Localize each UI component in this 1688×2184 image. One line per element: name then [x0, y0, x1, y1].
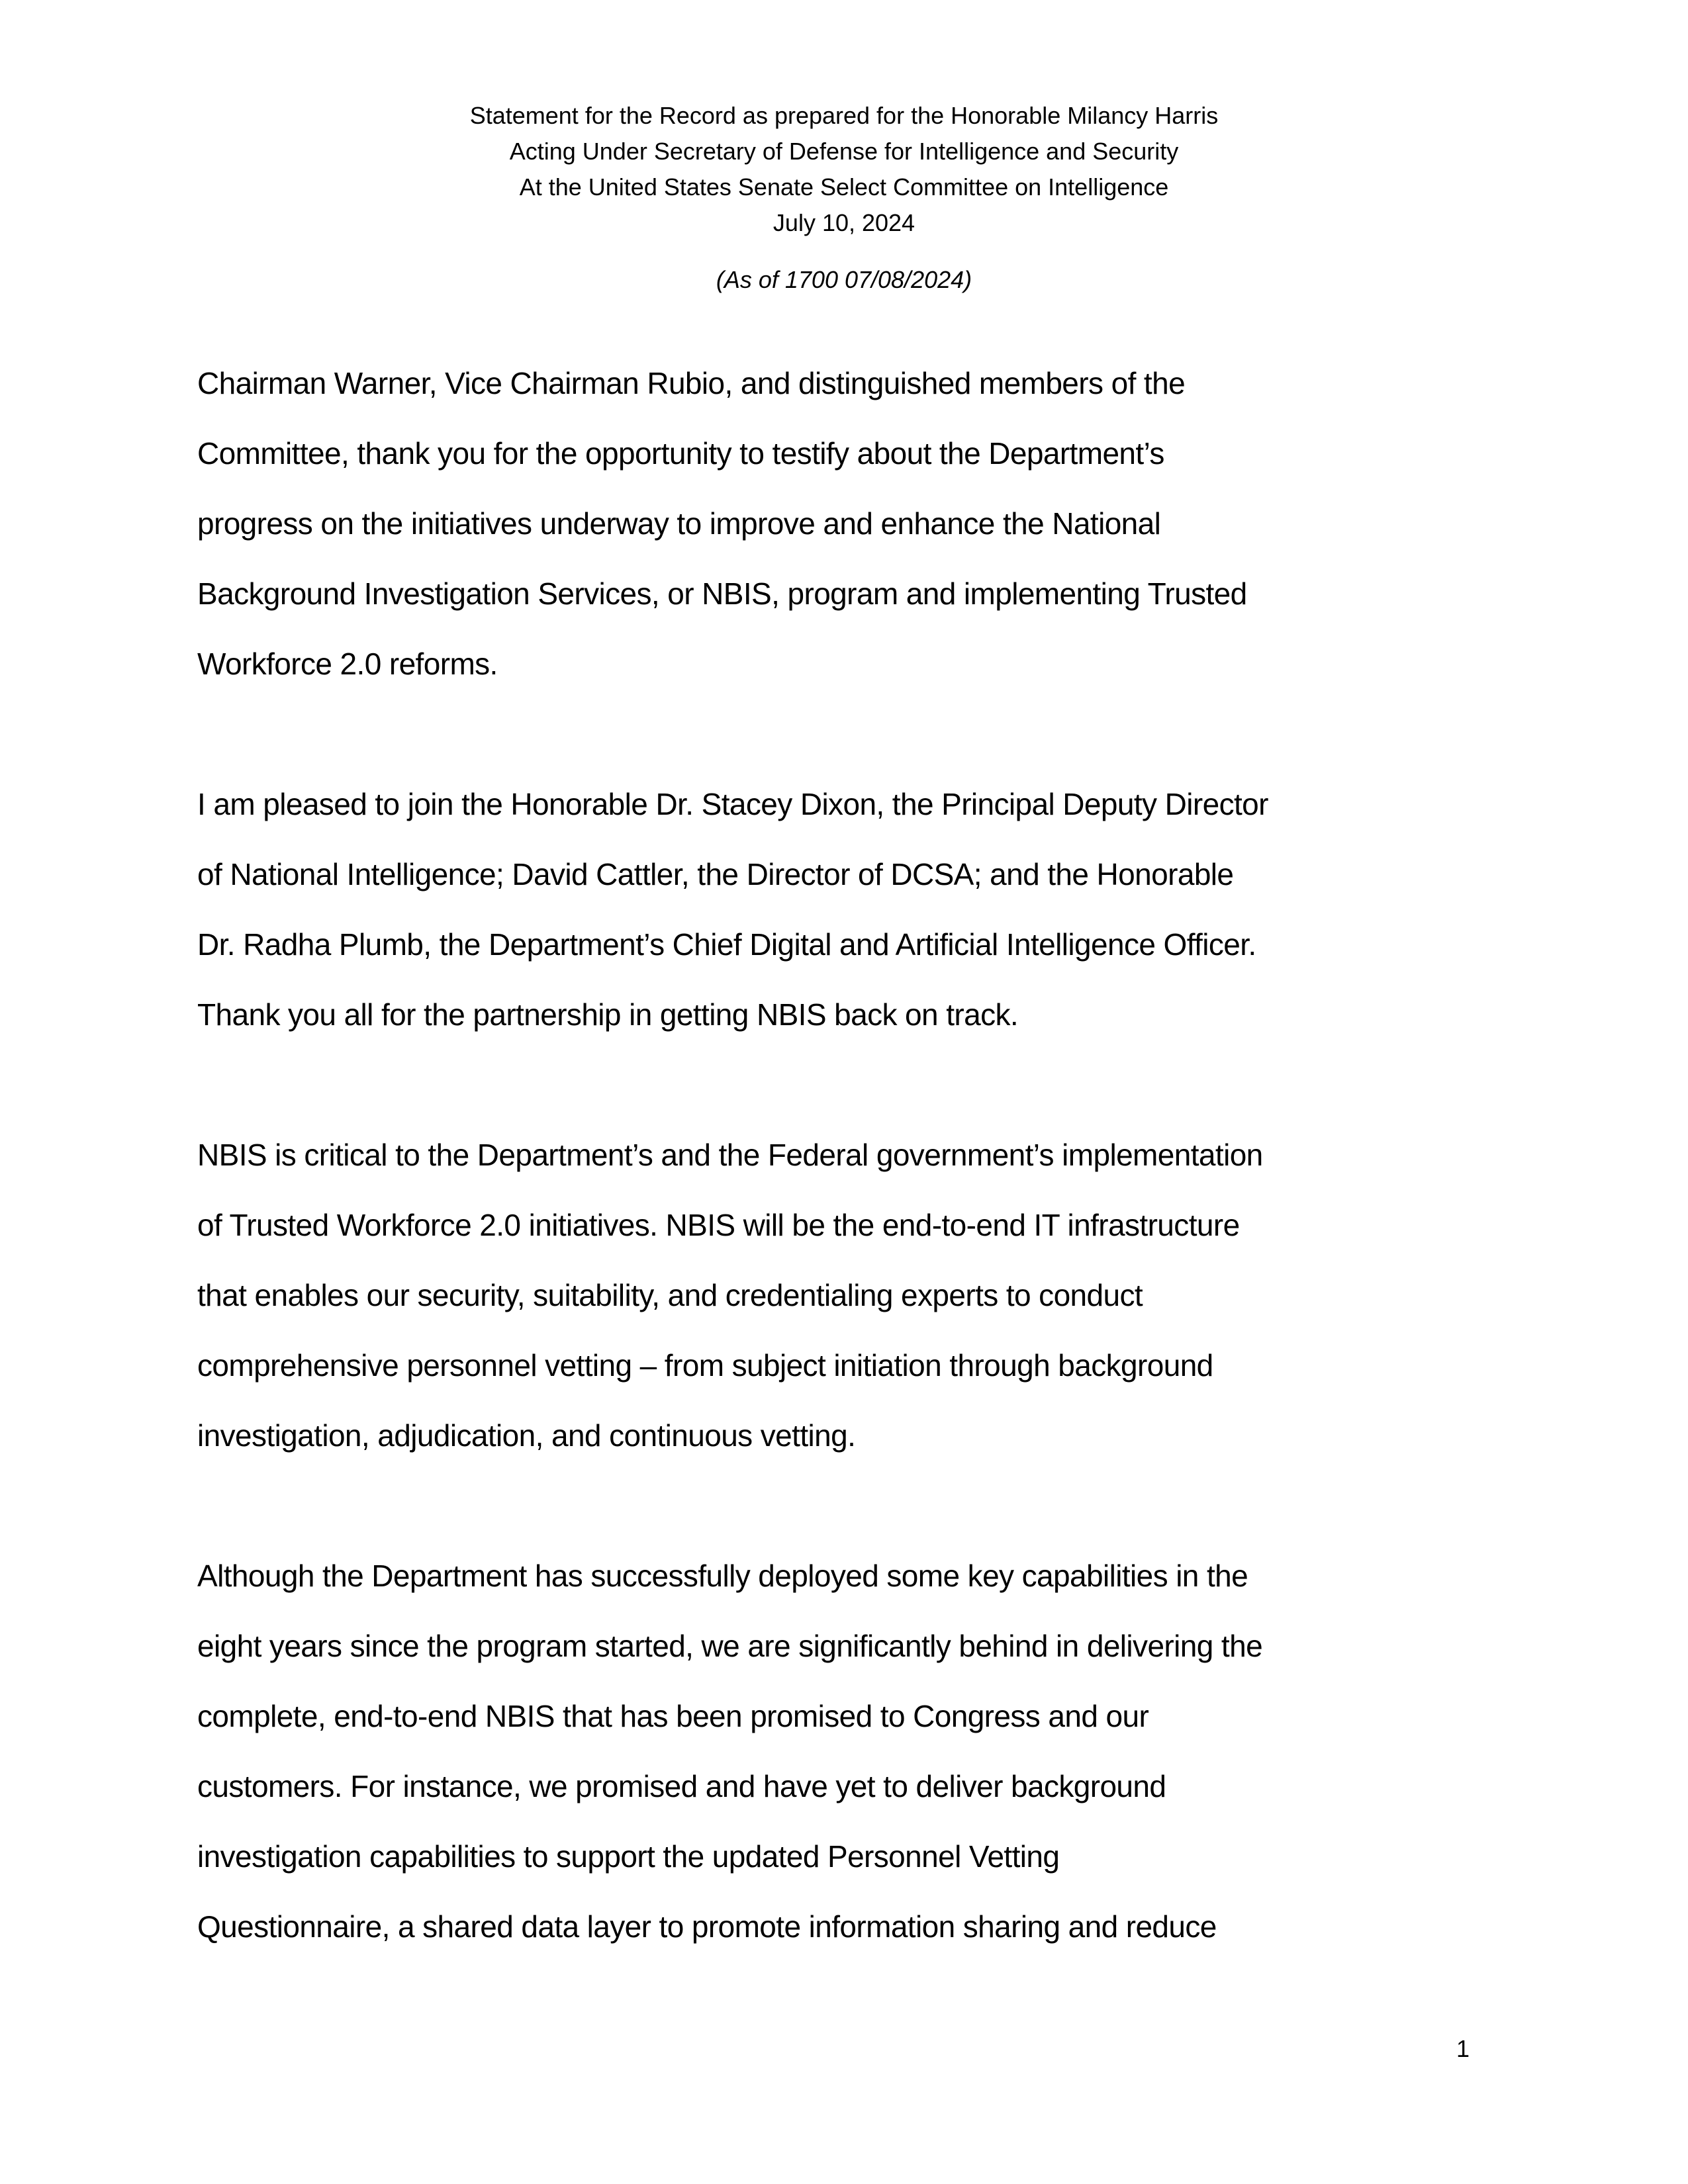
text-line: progress on the initiatives underway to improve and enhance the National — [197, 506, 1161, 541]
document-body — [197, 348, 1268, 1962]
header-date: July 10, 2024 — [773, 209, 915, 236]
page-number: 1 — [1456, 2035, 1470, 2062]
header-line: Statement for the Record as prepared for the Honorable Milancy Harris — [469, 102, 1219, 129]
text-line: Questionnaire, a shared data layer to promote information sharing and reduce — [197, 1909, 1217, 1944]
text-line: that enables our security, suitability, and credentialing experts to conduct — [197, 1278, 1143, 1312]
document-header — [0, 98, 1688, 241]
paragraph-4 — [197, 1541, 1268, 1962]
text-line: Although the Department has successfully deployed some key capabilities in the — [197, 1559, 1248, 1593]
text-line: I am pleased to join the Honorable Dr. Stacey Dixon, the Principal Deputy Director — [197, 787, 1268, 821]
text-line: Workforce 2.0 reforms. — [197, 647, 498, 681]
text-line: comprehensive personnel vetting – from subject initiation through background — [197, 1348, 1213, 1383]
text-line: complete, end-to-end NBIS that has been promised to Congress and our — [197, 1699, 1149, 1733]
paragraph-2 — [197, 769, 1268, 1050]
paragraph-3 — [197, 1120, 1268, 1471]
as-of-timestamp: (As of 1700 07/08/2024) — [716, 266, 972, 293]
text-line: eight years since the program started, we are significantly behind in delivering the — [197, 1629, 1263, 1663]
text-line: Committee, thank you for the opportunity to testify about the Department’s — [197, 436, 1164, 471]
text-line: Thank you all for the partnership in getting NBIS back on track. — [197, 997, 1019, 1032]
text-line: Dr. Radha Plumb, the Department’s Chief Digital and Artificial Intelligence Officer. — [197, 927, 1256, 962]
header-line: At the United States Senate Select Committee on Intelligence — [519, 173, 1169, 201]
text-line: customers. For instance, we promised and have yet to deliver background — [197, 1769, 1166, 1803]
text-line: NBIS is critical to the Department’s and the Federal government’s implementation — [197, 1138, 1263, 1172]
text-line: Chairman Warner, Vice Chairman Rubio, and distinguished members of the — [197, 366, 1186, 400]
header-line: Acting Under Secretary of Defense for Intelligence and Security — [509, 138, 1179, 165]
text-line: of National Intelligence; David Cattler, the Director of DCSA; and the Honorable — [197, 857, 1234, 891]
text-line: investigation, adjudication, and continuous vetting. — [197, 1418, 856, 1453]
paragraph-1 — [197, 348, 1268, 699]
text-line: investigation capabilities to support the updated Personnel Vetting — [197, 1839, 1060, 1874]
text-line: of Trusted Workforce 2.0 initiatives. NBIS will be the end-to-end IT infrastructure — [197, 1208, 1240, 1242]
text-line: Background Investigation Services, or NBIS, program and implementing Trusted — [197, 576, 1247, 611]
